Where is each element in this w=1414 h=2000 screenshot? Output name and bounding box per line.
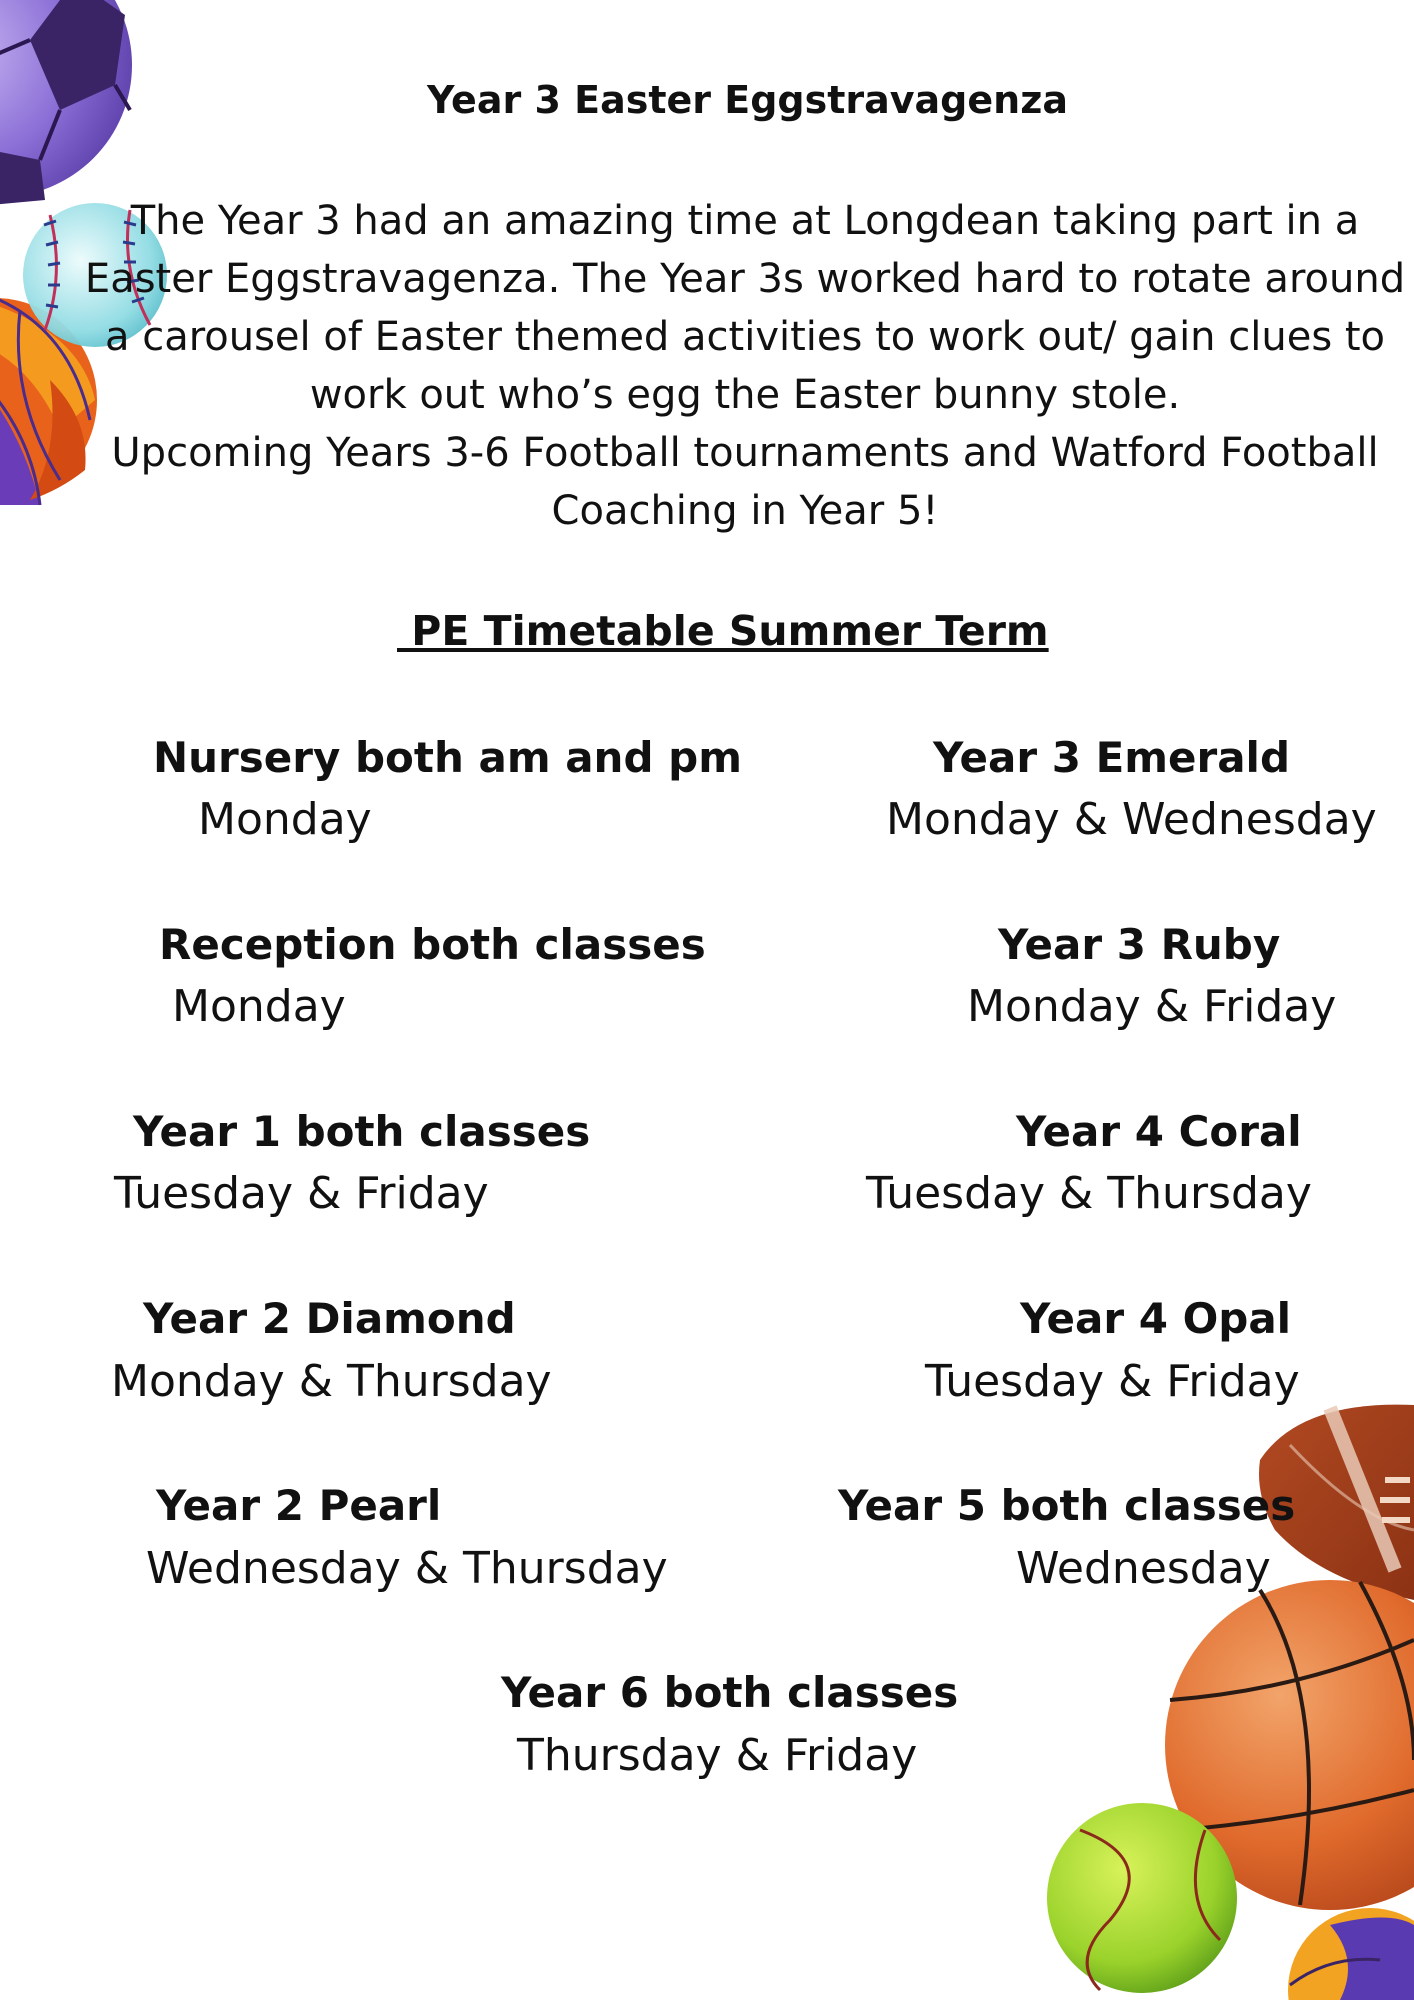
class-name: Year 3 Emerald	[933, 733, 1291, 782]
intro-line: Upcoming Years 3-6 Football tournaments and Watford Football	[111, 430, 1379, 476]
class-name: Year 4 Coral	[1016, 1107, 1302, 1156]
intro-line: work out who’s egg the Easter bunny stole.	[309, 372, 1181, 418]
intro-paragraph	[60, 192, 1414, 540]
class-days: Monday	[198, 794, 372, 845]
timetable-heading: PE Timetable Summer Term	[397, 607, 1049, 655]
class-name: Year 6 both classes	[501, 1668, 959, 1717]
corner-ball-icon	[1288, 1908, 1414, 2000]
class-name: Year 2 Diamond	[143, 1294, 516, 1343]
intro-line: Easter Eggstravagenza. The Year 3s worked hard to rotate around	[84, 256, 1406, 302]
class-days: Wednesday & Thursday	[146, 1543, 668, 1594]
intro-line: The Year 3 had an amazing time at Longdean taking part in a	[130, 198, 1360, 244]
class-name: Year 4 Opal	[1020, 1294, 1292, 1343]
class-days: Monday & Friday	[967, 981, 1337, 1032]
class-name: Reception both classes	[159, 920, 706, 969]
class-days: Tuesday & Thursday	[866, 1168, 1312, 1219]
intro-line: a carousel of Easter themed activities to work out/ gain clues to	[104, 314, 1386, 360]
class-name: Year 3 Ruby	[998, 920, 1281, 969]
intro-line: Coaching in Year 5!	[551, 488, 939, 534]
class-days: Monday	[172, 981, 346, 1032]
class-days: Tuesday & Friday	[925, 1356, 1300, 1407]
class-days: Monday & Wednesday	[886, 794, 1377, 845]
class-name: Year 1 both classes	[133, 1107, 591, 1156]
class-days: Monday & Thursday	[111, 1356, 552, 1407]
tennis-ball-icon	[1047, 1803, 1237, 1993]
class-days: Wednesday	[1016, 1543, 1271, 1594]
class-name: Nursery both am and pm	[153, 733, 742, 782]
class-name: Year 2 Pearl	[156, 1481, 442, 1530]
page-title: Year 3 Easter Eggstravagenza	[427, 78, 1068, 122]
class-name: Year 5 both classes	[838, 1481, 1296, 1530]
class-days: Thursday & Friday	[517, 1730, 918, 1781]
class-days: Tuesday & Friday	[114, 1168, 489, 1219]
